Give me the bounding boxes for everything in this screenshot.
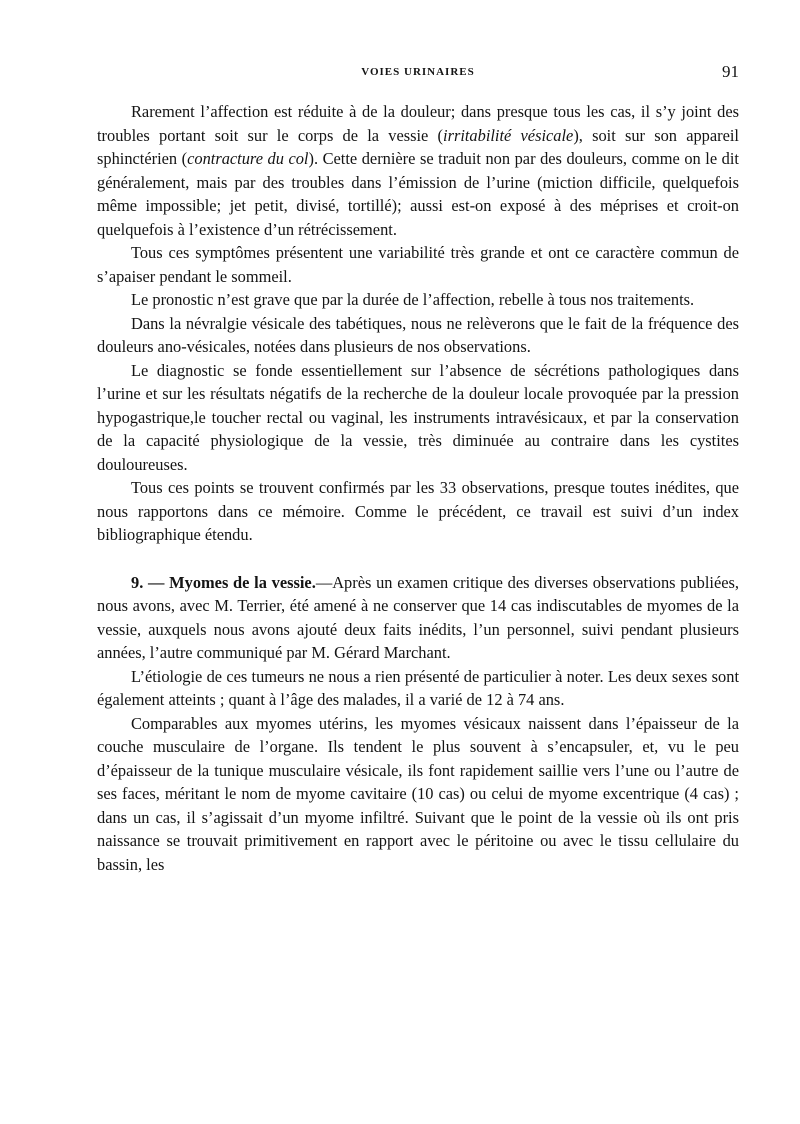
page-header [97,62,739,86]
paragraph: Comparables aux myomes utérins, les myomes vésicaux naissent dans l’épaisseur de la couche musculaire de l’organe. Ils tendent le plus souvent à s’encapsuler, et, vu le peu d’épaisseur de la tunique musculaire vésicale, ils font rapidement saillie vers l’une ou l’autre de ses faces, méritant le nom de myome cavitaire (10 cas) ou celui de myome excentrique (4 cas) ; dans un cas, il s’agissait d’un myome infiltré. Suivant que le point de la vessie où ils ont pris naissance se trouvait primitivement en rapport avec le péritoine ou avec le tissu cellulaire du bassin, les [97,713,739,874]
section-paragraph [97,571,739,665]
italic-term: irritabilité vésicale [443,125,574,145]
paragraph: Tous ces points se trouvent confirmés par les 33 observations, presque toutes inédites, que nous rapportons dans ce mémoire. Comme le précédent, ce travail est suivi d’un index bibliographique étendu. [97,478,739,544]
body-text [97,100,739,876]
paragraph: Dans la névralgie vésicale des tabétiques, nous ne relèverons que le fait de la fréquence des douleurs ano-vésicales, notées dans plusieurs de nos observations. [97,313,739,356]
section-title: Myomes de la vessie. [169,572,316,592]
paragraph: Le pronostic n’est grave que par la durée de l’affection, rebelle à tous nos traitements. [131,290,695,309]
paragraph-text: ). Cette dernière se traduit non par des douleurs, comme on le dit généralement, mais par des troubles dans l’émission de l’urine (miction difficile, quelquefois même impossible; jet petit, divisé, tortillé); aussi est-on exposé à des méprises et croit-on quelquefois à l’existence d’un rétrécissement. [97,149,739,239]
running-title: VOIES URINAIRES [361,66,475,78]
section-text: —Après un examen critique des diverses observations publiées, nous avons, avec M. Terrier, été amené à ne conserver que 14 cas indiscutables de myomes de la vessie, auxquels nous avons ajouté deux faits inédits, l’un personnel, suivi pendant plusieurs années, l’autre communiqué par M. Gérard Marchant. [97,572,739,662]
paragraph-text: Rarement l’affection est réduite à de la douleur; dans presque tous les cas, il s’y joint des troubles portant soit sur le corps de la vessie ( [97,102,739,145]
paragraph: Le diagnostic se fonde essentiellement sur l’absence de sécrétions pathologiques dans l’urine et sur les résultats négatifs de la recherche de la douleur locale provoquée par la pression hypogastrique,le toucher rectal ou vaginal, les instruments intravésicaux, et par la conservation de la capacité physiologique de la vessie, très diminuée au contraire dans les cystites douloureuses. [97,360,739,474]
paragraph [97,100,739,241]
section-number: 9. — [131,572,165,592]
paragraph-text: ), soit sur son appareil sphinctérien ( [97,125,739,168]
italic-term: contracture du col [187,149,309,168]
paragraph: Tous ces symptômes présentent une variabilité très grande et ont ce caractère commun de s’apaiser pendant le sommeil. [97,243,739,286]
page-number: 91 [722,62,739,81]
paragraph: L’étiologie de ces tumeurs ne nous a rien présenté de particulier à noter. Les deux sexes sont également atteints ; quant à l’âge des malades, il a varié de 12 à 74 ans. [97,666,739,709]
